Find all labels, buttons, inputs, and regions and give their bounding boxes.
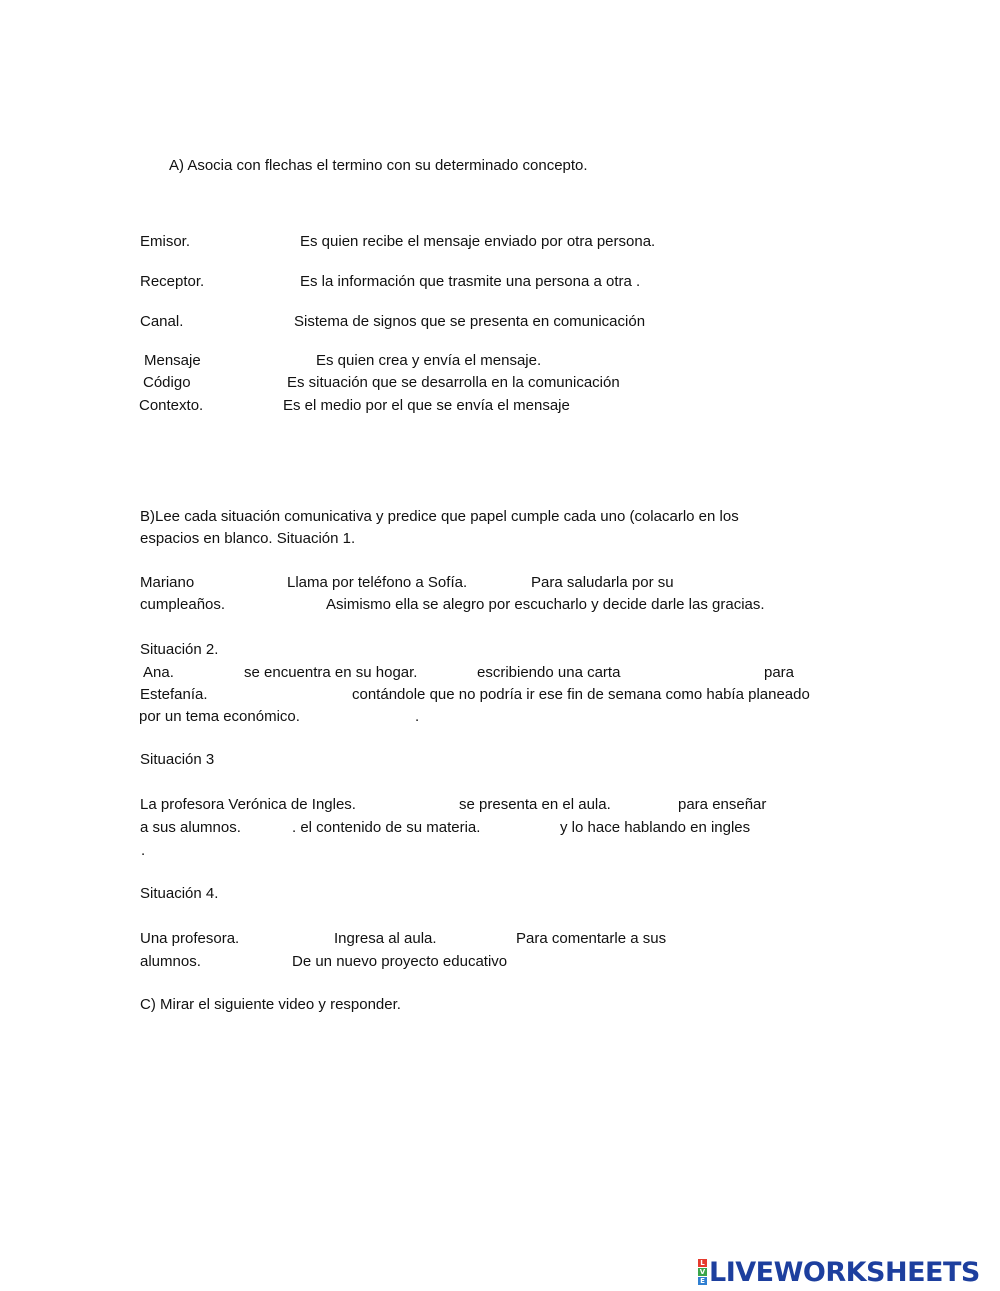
concept-3: Sistema de signos que se presenta en comunicación xyxy=(294,313,646,330)
s4-profesora: Una profesora. xyxy=(140,930,240,947)
concept-5: Es situación que se desarrolla en la comunicación xyxy=(287,374,620,391)
s3-presenta: se presenta en el aula. xyxy=(459,796,611,813)
concept-1: Es quien recibe el mensaje enviado por otra persona. xyxy=(300,233,656,250)
s2-title: Situación 2. xyxy=(140,641,219,658)
section-b-intro-line2: espacios en blanco. Situación 1. xyxy=(140,530,356,547)
logo-block-e: E xyxy=(698,1277,707,1285)
s4-proyecto: De un nuevo proyecto educativo xyxy=(292,953,508,970)
logo-block-l: L xyxy=(698,1259,707,1267)
s4-title: Situación 4. xyxy=(140,885,219,902)
s2-hogar: se encuentra en su hogar. xyxy=(244,664,418,681)
s1-cumpleanos: cumpleaños. xyxy=(140,596,226,613)
s1-llama: Llama por teléfono a Sofía. xyxy=(287,574,468,591)
section-c-text: C) Mirar el siguiente video y responder. xyxy=(140,996,401,1013)
s3-alumnos: a sus alumnos. xyxy=(140,819,241,836)
section-b-intro-line1: B)Lee cada situación comunicativa y predice que papel cumple cada uno (colacarlo en los xyxy=(140,508,739,525)
s3-dot: . xyxy=(141,842,146,859)
logo-block-v: V xyxy=(699,1268,706,1276)
s3-contenido: . el contenido de su materia. xyxy=(292,819,481,836)
term-contexto: Contexto. xyxy=(139,397,204,414)
s2-economico: por un tema económico. xyxy=(139,708,300,725)
s2-ana: Ana. xyxy=(143,664,174,681)
term-mensaje: Mensaje xyxy=(144,352,201,369)
concept-6: Es el medio por el que se envía el mensaje xyxy=(283,397,570,414)
term-receptor: Receptor. xyxy=(140,273,205,290)
s2-estefania: Estefanía. xyxy=(140,686,208,703)
s4-ingresa: Ingresa al aula. xyxy=(334,930,437,947)
section-a-title: A) Asocia con flechas el termino con su determinado concepto. xyxy=(169,157,588,174)
liveworksheets-logo xyxy=(698,1258,980,1286)
s3-title: Situación 3 xyxy=(140,751,215,768)
s1-mariano: Mariano xyxy=(140,574,195,591)
s4-alumnos: alumnos. xyxy=(140,953,201,970)
s1-saludarla: Para saludarla por su xyxy=(531,574,674,591)
concept-2: Es la información que trasmite una persona a otra . xyxy=(300,273,641,290)
s3-profesora: La profesora Verónica de Ingles. xyxy=(140,796,356,813)
s3-ensenar: para enseñar xyxy=(678,796,767,813)
s3-ingles: y lo hace hablando en ingles xyxy=(560,819,751,836)
term-canal: Canal. xyxy=(140,313,184,330)
s2-contandole: contándole que no podría ir ese fin de semana como había planeado xyxy=(352,686,810,703)
s2-carta: escribiendo una carta xyxy=(477,664,621,681)
term-emisor: Emisor. xyxy=(140,233,191,250)
logo-wordmark: LIVEWORKSHEETS xyxy=(709,1256,980,1288)
logo-blocks-icon xyxy=(698,1259,706,1285)
s2-dot: . xyxy=(415,708,420,725)
s1-asimismo: Asimismo ella se alegro por escucharlo y decide darle las gracias. xyxy=(326,596,765,613)
concept-4: Es quien crea y envía el mensaje. xyxy=(316,352,542,369)
term-codigo: Código xyxy=(143,374,191,391)
s2-para: para xyxy=(764,664,795,681)
s4-comentarle: Para comentarle a sus xyxy=(516,930,667,947)
